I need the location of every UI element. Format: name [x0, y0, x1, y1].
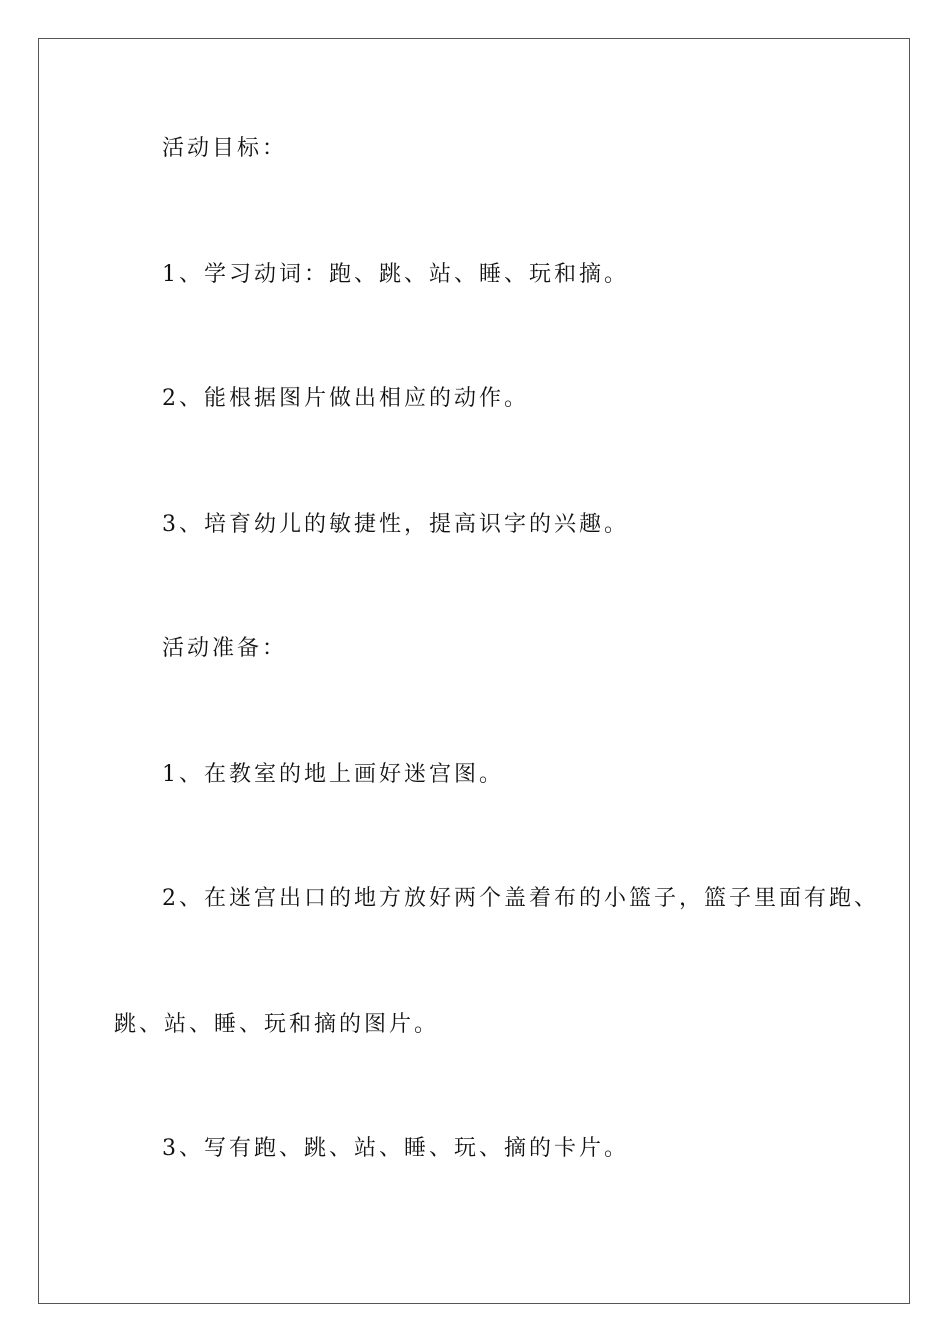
heading-activity-preparation: 活动准备：: [162, 636, 288, 661]
page-frame: [38, 38, 910, 1304]
heading-activity-goals: 活动目标：: [162, 136, 288, 161]
prep-item-3: 3、写有跑、跳、站、睡、玩、摘的卡片。: [162, 1136, 629, 1161]
prep-item-2-line-1: 2、在迷宫出口的地方放好两个盖着布的小篮子，篮子里面有跑、: [162, 886, 879, 911]
goal-item-1: 1、学习动词：跑、跳、站、睡、玩和摘。: [162, 262, 629, 287]
goal-item-3: 3、培育幼儿的敏捷性，提高识字的兴趣。: [162, 512, 629, 537]
prep-item-1: 1、在教室的地上画好迷宫图。: [162, 762, 504, 787]
goal-item-2: 2、能根据图片做出相应的动作。: [162, 386, 529, 411]
prep-item-2-line-2: 跳、站、睡、玩和摘的图片。: [114, 1012, 440, 1037]
